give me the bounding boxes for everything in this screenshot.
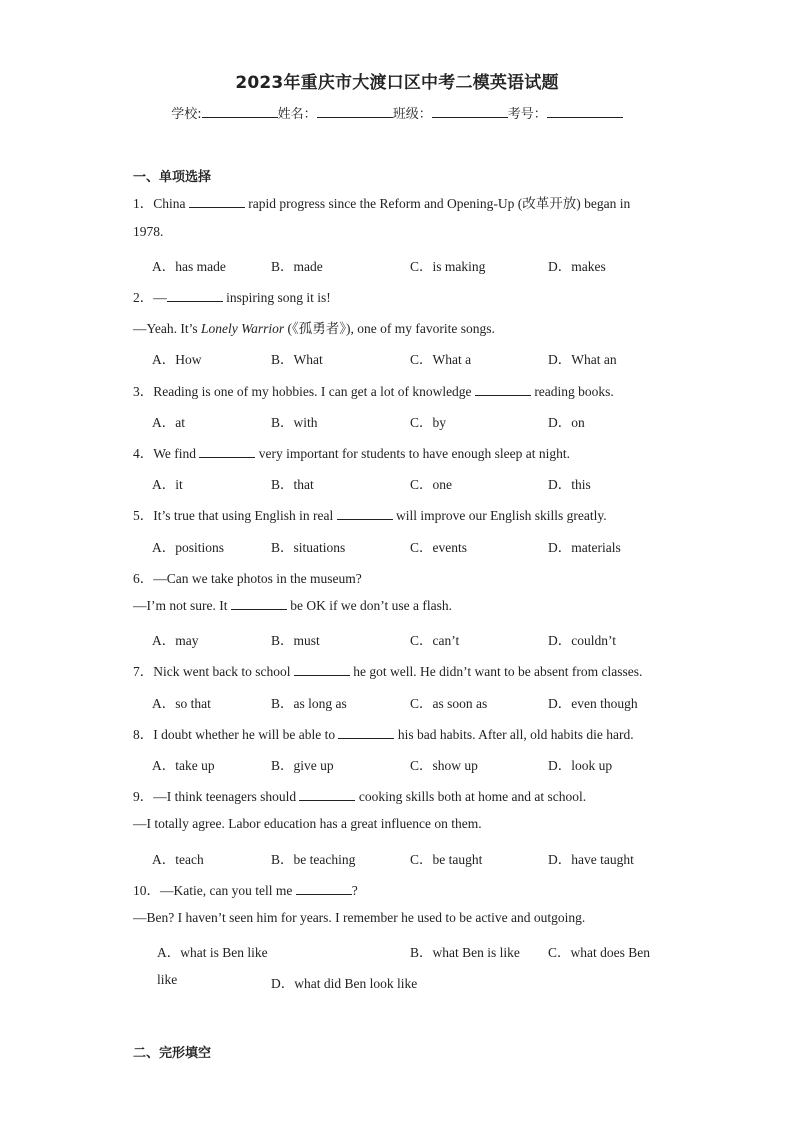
q4-option-a: A．it bbox=[152, 477, 183, 492]
answer-blank bbox=[189, 196, 245, 208]
question-2: 2．— inspiring song it is! bbox=[133, 290, 331, 305]
question-9-reply: —I totally agree. Labor education has a great influence on them. bbox=[133, 816, 482, 831]
q9-option-b: B．be teaching bbox=[271, 852, 356, 867]
q8-option-c: C．show up bbox=[410, 758, 478, 773]
question-2-reply: —Yeah. It’s Lonely Warrior (《孤勇者》), one of my favorite songs. bbox=[133, 321, 495, 336]
exam-number-blank[interactable] bbox=[547, 105, 623, 118]
q3-option-b: B．with bbox=[271, 415, 318, 430]
q3-option-a: A．at bbox=[152, 415, 185, 430]
q7-option-a: A．so that bbox=[152, 696, 211, 711]
q3-option-c: C．by bbox=[410, 415, 447, 430]
q9-option-d: D．have taught bbox=[548, 852, 634, 867]
q1-option-c: C．is making bbox=[410, 259, 486, 274]
q7-option-c: C．as soon as bbox=[410, 696, 488, 711]
answer-blank bbox=[231, 598, 287, 610]
q1-option-d: D．makes bbox=[548, 259, 606, 274]
section-heading-cloze: 二、完形填空 bbox=[133, 1046, 212, 1061]
q10-option-c: C．what does Ben bbox=[548, 945, 650, 960]
answer-blank bbox=[337, 508, 393, 520]
question-10-reply: —Ben? I haven’t seen him for years. I remember he used to be active and outgoing. bbox=[133, 910, 586, 925]
q5-option-a: A．positions bbox=[152, 540, 225, 555]
q2-option-a: A．How bbox=[152, 352, 202, 367]
q8-option-a: A．take up bbox=[152, 758, 215, 773]
question-1: 1．China rapid progress since the Reform and Opening-Up (改革开放) began in bbox=[133, 196, 631, 211]
answer-blank bbox=[167, 290, 223, 302]
question-10: 10．—Katie, can you tell me ? bbox=[133, 883, 358, 898]
answer-blank bbox=[296, 883, 352, 895]
student-info-line bbox=[0, 103, 794, 122]
name-label: 姓名： bbox=[277, 107, 317, 122]
q7-option-d: D．even though bbox=[548, 696, 638, 711]
q6-option-b: B．must bbox=[271, 633, 320, 648]
exam-number-label: 考号： bbox=[507, 107, 547, 122]
q2-option-b: B．What bbox=[271, 352, 323, 367]
answer-blank bbox=[475, 384, 531, 396]
q1-option-b: B．made bbox=[271, 259, 323, 274]
question-1-continued: 1978. bbox=[133, 224, 164, 239]
q7-option-b: B．as long as bbox=[271, 696, 347, 711]
q6-option-c: C．can’t bbox=[410, 633, 460, 648]
answer-blank bbox=[199, 446, 255, 458]
q4-option-d: D．this bbox=[548, 477, 591, 492]
section-heading-single-choice: 一、单项选择 bbox=[133, 170, 212, 185]
school-label: 学校: bbox=[171, 107, 202, 122]
q2-option-c: C．What a bbox=[410, 352, 472, 367]
page-title: 2023年重庆市大渡口区中考二模英语试题 bbox=[235, 73, 559, 93]
q10-option-a: A．what is Ben like bbox=[157, 945, 268, 960]
school-blank[interactable] bbox=[202, 105, 278, 118]
q5-option-c: C．events bbox=[410, 540, 467, 555]
q3-option-d: D．on bbox=[548, 415, 585, 430]
question-8: 8．I doubt whether he will be able to his bad habits. After all, old habits die hard. bbox=[133, 727, 634, 742]
q10-option-d: D．what did Ben look like bbox=[271, 976, 418, 991]
q5-option-d: D．materials bbox=[548, 540, 621, 555]
question-6-reply: —I’m not sure. It be OK if we don’t use a flash. bbox=[133, 598, 452, 613]
q5-option-b: B．situations bbox=[271, 540, 346, 555]
question-3: 3．Reading is one of my hobbies. I can get a lot of knowledge reading books. bbox=[133, 384, 614, 399]
q4-option-b: B．that bbox=[271, 477, 314, 492]
q1-option-a: A．has made bbox=[152, 259, 226, 274]
class-blank[interactable] bbox=[432, 105, 508, 118]
q8-option-d: D．look up bbox=[548, 758, 613, 773]
question-6: 6．—Can we take photos in the museum? bbox=[133, 571, 362, 586]
q4-option-c: C．one bbox=[410, 477, 452, 492]
answer-blank bbox=[299, 789, 355, 801]
question-9: 9．—I think teenagers should cooking skills both at home and at school. bbox=[133, 789, 587, 804]
q10-option-c-wrap: like bbox=[157, 972, 178, 987]
q6-option-a: A．may bbox=[152, 633, 199, 648]
q10-option-b: B．what Ben is like bbox=[410, 945, 520, 960]
name-blank[interactable] bbox=[317, 105, 393, 118]
answer-blank bbox=[294, 664, 350, 676]
q8-option-b: B．give up bbox=[271, 758, 334, 773]
q2-option-d: D．What an bbox=[548, 352, 617, 367]
q9-option-a: A．teach bbox=[152, 852, 204, 867]
question-5: 5．It’s true that using English in real will improve our English skills greatly. bbox=[133, 508, 607, 523]
question-7: 7．Nick went back to school he got well. He didn’t want to be absent from classes. bbox=[133, 664, 643, 679]
q9-option-c: C．be taught bbox=[410, 852, 483, 867]
q6-option-d: D．couldn’t bbox=[548, 633, 616, 648]
question-4: 4．We find very important for students to have enough sleep at night. bbox=[133, 446, 570, 461]
class-label: 班级： bbox=[392, 107, 432, 122]
answer-blank bbox=[338, 727, 394, 739]
